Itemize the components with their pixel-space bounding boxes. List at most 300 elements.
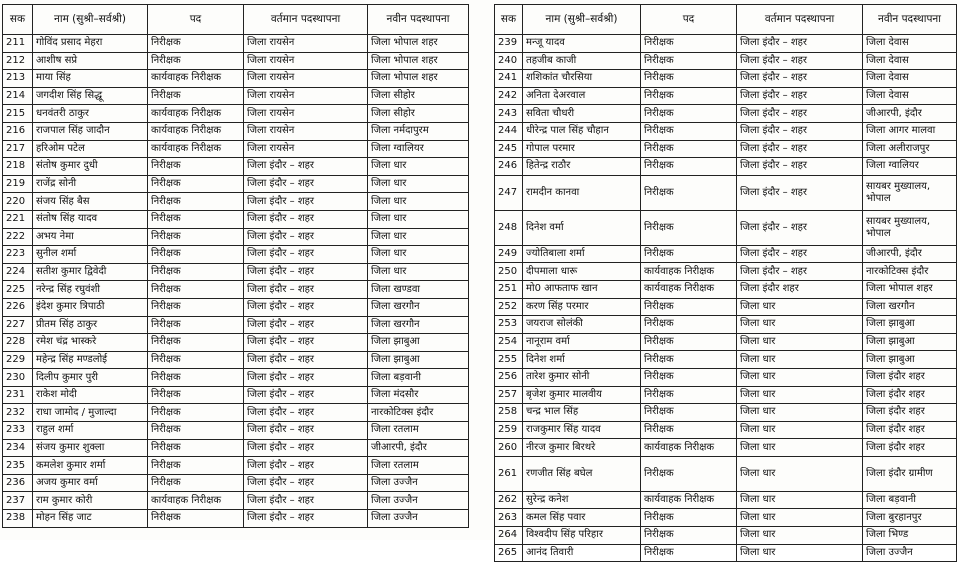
current-posting-cell: जिला रायसेन [244,140,368,158]
table-row [3,404,469,422]
header-name: नाम (सुश्री–सर्वश्री) [33,5,148,35]
table-row [495,316,957,334]
name-cell: मन्जू यादव [523,35,641,53]
new-posting-cell: जिला उज्जैन [368,474,469,492]
name-cell: आनंद तिवारी [523,544,641,562]
serial-cell: 227 [3,316,33,334]
table-row [3,158,469,176]
serial-cell: 265 [495,544,523,562]
serial-cell: 242 [495,87,523,105]
serial-cell: 263 [495,509,523,527]
serial-cell: 261 [495,456,523,491]
post-cell: निरीक्षक [148,457,244,475]
new-posting-cell: जिला इंदौर शहर [863,386,957,404]
new-posting-cell: जिला इंदौर शहर [863,421,957,439]
new-posting-cell: जिला भिण्ड [863,527,957,545]
serial-cell: 238 [3,510,33,528]
serial-cell: 259 [495,421,523,439]
table-row [3,246,469,264]
current-posting-cell: जिला इंदौर – शहर [244,175,368,193]
new-posting-cell: जिला रतलाम [368,422,469,440]
new-posting-cell: जिला देवास [863,52,957,70]
post-cell: निरीक्षक [148,87,244,105]
table-row [3,70,469,88]
post-cell: निरीक्षक [641,122,737,140]
table-row [495,87,957,105]
name-cell: हितेन्द्र राठौर [523,158,641,176]
table-row [495,122,957,140]
post-cell: निरीक्षक [641,527,737,545]
serial-cell: 252 [495,298,523,316]
name-cell: अनिता देअरवाल [523,87,641,105]
new-posting-cell: जिला इंदौर शहर [863,404,957,422]
new-posting-cell: जिला खण्डवा [368,281,469,299]
current-posting-cell: जिला रायसेन [244,105,368,123]
name-cell: अजय कुमार वर्मा [33,474,148,492]
current-posting-cell: जिला धार [737,456,863,491]
header-serial: सक [495,5,523,35]
post-cell: निरीक्षक [148,210,244,228]
current-posting-cell: जिला इंदौर – शहर [737,105,863,123]
table-row [495,210,957,245]
name-cell: ज्योतिबाला शर्मा [523,245,641,263]
name-cell: सुनील शर्मा [33,246,148,264]
serial-cell: 260 [495,439,523,457]
post-cell: निरीक्षक [148,281,244,299]
current-posting-cell: जिला इंदौर – शहर [737,245,863,263]
current-posting-cell: जिला इंदौर – शहर [737,158,863,176]
table-body-left [3,35,469,528]
name-cell: राम कुमार कोरी [33,492,148,510]
name-cell: महेन्द्र सिंह मण्डलोई [33,351,148,369]
name-cell: मो0 आफताफ खान [523,280,641,298]
current-posting-cell: जिला रायसेन [244,35,368,53]
current-posting-cell: जिला धार [737,421,863,439]
new-posting-cell: नारकोटिक्स इंदौर [863,263,957,281]
post-cell: निरीक्षक [148,35,244,53]
new-posting-cell: जीआरपी, इंदौर [863,245,957,263]
current-posting-cell: जिला इंदौर – शहर [244,351,368,369]
name-cell: रमेश चंद्र भास्करे [33,334,148,352]
post-cell: निरीक्षक [641,351,737,369]
post-cell: निरीक्षक [641,404,737,422]
table-row [3,298,469,316]
post-cell: निरीक्षक [641,421,737,439]
new-posting-cell: जिला भोपाल शहर [863,280,957,298]
table-header-row [3,5,469,35]
current-posting-cell: जिला इंदौर – शहर [244,281,368,299]
current-posting-cell: जिला इंदौर – शहर [244,457,368,475]
serial-cell: 246 [495,158,523,176]
name-cell: संतोष सिंह यादव [33,210,148,228]
serial-cell: 215 [3,105,33,123]
post-cell: निरीक्षक [148,228,244,246]
table-row [495,421,957,439]
post-cell: निरीक्षक [148,351,244,369]
serial-cell: 217 [3,140,33,158]
name-cell: गोपाल परमार [523,140,641,158]
name-cell: नरेन्द्र सिंह रघुवंशी [33,281,148,299]
post-cell: कार्यवाहक निरीक्षक [641,280,737,298]
header-serial: सक [3,5,33,35]
post-cell: निरीक्षक [641,298,737,316]
post-cell: निरीक्षक [641,509,737,527]
serial-cell: 216 [3,122,33,140]
post-cell: निरीक्षक [641,316,737,334]
post-cell: निरीक्षक [148,316,244,334]
new-posting-cell: जिला बुरहानपुर [863,509,957,527]
new-posting-cell: जिला इंदौर ग्रामीण [863,456,957,491]
new-posting-cell: जिला उज्जैन [368,510,469,528]
current-posting-cell: जिला इंदौर – शहर [244,422,368,440]
current-posting-cell: जिला इंदौर – शहर [244,404,368,422]
post-cell: कार्यवाहक निरीक्षक [148,492,244,510]
current-posting-cell: जिला इंदौर – शहर [737,140,863,158]
name-cell: सविता चौधरी [523,105,641,123]
name-cell: करण सिंह परमार [523,298,641,316]
post-cell: कार्यवाहक निरीक्षक [641,491,737,509]
name-cell: दिलीप कुमार पुरी [33,369,148,387]
serial-cell: 262 [495,491,523,509]
post-cell: कार्यवाहक निरीक्षक [641,439,737,457]
new-posting-cell: जिला आगर मालवा [863,122,957,140]
serial-cell: 212 [3,52,33,70]
serial-cell: 253 [495,316,523,334]
current-posting-cell: जिला इंदौर – शहर [244,263,368,281]
current-posting-cell: जिला इंदौर – शहर [737,52,863,70]
table-row [3,175,469,193]
name-cell: दिनेश वर्मा [523,210,641,245]
new-posting-cell: जिला धार [368,263,469,281]
table-row [3,193,469,211]
new-posting-cell: जिला धार [368,193,469,211]
serial-cell: 218 [3,158,33,176]
table-row [495,140,957,158]
new-posting-cell: जिला ग्वालियर [863,158,957,176]
table-row [3,87,469,105]
new-posting-cell: जिला धार [368,246,469,264]
current-posting-cell: जिला इंदौर – शहर [244,439,368,457]
name-cell: अभय नेमा [33,228,148,246]
name-cell: संजय सिंह बैस [33,193,148,211]
serial-cell: 235 [3,457,33,475]
post-cell: निरीक्षक [641,158,737,176]
post-cell: निरीक्षक [641,333,737,351]
new-posting-cell: जिला उज्जैन [863,544,957,562]
current-posting-cell: जिला इंदौर – शहर [737,122,863,140]
current-posting-cell: जिला इंदौर – शहर [244,193,368,211]
serial-cell: 256 [495,368,523,386]
post-cell: निरीक्षक [641,87,737,105]
header-post: पद [148,5,244,35]
current-posting-cell: जिला इंदौर – शहर [737,35,863,53]
name-cell: नानूराम वर्मा [523,333,641,351]
table-row [495,509,957,527]
table-row [495,35,957,53]
new-posting-cell: जीआरपी, इंदौर [368,439,469,457]
name-cell: शशिकांत चौरसिया [523,70,641,88]
table-row [495,544,957,562]
serial-cell: 264 [495,527,523,545]
table-row [495,298,957,316]
serial-cell: 230 [3,369,33,387]
new-posting-cell: जिला खरगौन [368,316,469,334]
name-cell: दिनेश शर्मा [523,351,641,369]
current-posting-cell: जिला इंदौर – शहर [244,228,368,246]
post-cell: निरीक्षक [641,210,737,245]
post-cell: निरीक्षक [641,175,737,210]
table-row [495,70,957,88]
current-posting-cell: जिला धार [737,298,863,316]
serial-cell: 213 [3,70,33,88]
serial-cell: 222 [3,228,33,246]
new-posting-cell: जिला सीहोर [368,105,469,123]
table-row [3,316,469,334]
serial-cell: 257 [495,386,523,404]
table-row [3,228,469,246]
current-posting-cell: जिला रायसेन [244,52,368,70]
transfer-table-left [2,4,469,528]
post-cell: निरीक्षक [641,52,737,70]
serial-cell: 231 [3,386,33,404]
current-posting-cell: जिला रायसेन [244,70,368,88]
table-row [3,52,469,70]
table-row [3,386,469,404]
current-posting-cell: जिला धार [737,386,863,404]
name-cell: रामदीन कानवा [523,175,641,210]
new-posting-cell: जिला इंदौर शहर [863,368,957,386]
new-posting-cell: जिला धार [368,158,469,176]
serial-cell: 228 [3,334,33,352]
serial-cell: 214 [3,87,33,105]
post-cell: निरीक्षक [148,422,244,440]
name-cell: संजय कुमार शुक्ला [33,439,148,457]
post-cell: निरीक्षक [641,140,737,158]
post-cell: निरीक्षक [148,263,244,281]
new-posting-cell: जिला अलीराजपुर [863,140,957,158]
new-posting-cell: जिला झाबुआ [368,334,469,352]
post-cell: निरीक्षक [148,386,244,404]
table-row [3,334,469,352]
post-cell: निरीक्षक [641,368,737,386]
name-cell: राजकुमार सिंह यादव [523,421,641,439]
current-posting-cell: जिला इंदौर – शहर [737,210,863,245]
new-posting-cell: जिला देवास [863,70,957,88]
serial-cell: 226 [3,298,33,316]
table-row [3,510,469,528]
current-posting-cell: जिला इंदौर शहर [737,280,863,298]
table-row [495,386,957,404]
new-posting-cell: जिला सीहोर [368,87,469,105]
table-row [495,105,957,123]
header-new-posting: नवीन पदस्थापना [863,5,957,35]
post-cell: कार्यवाहक निरीक्षक [641,263,737,281]
transfer-table-right [494,4,957,562]
current-posting-cell: जिला इंदौर – शहर [244,316,368,334]
new-posting-cell: जिला धार [368,175,469,193]
post-cell: निरीक्षक [148,369,244,387]
serial-cell: 229 [3,351,33,369]
serial-cell: 221 [3,210,33,228]
current-posting-cell: जिला इंदौर – शहर [244,158,368,176]
header-post: पद [641,5,737,35]
new-posting-cell: जिला झाबुआ [863,333,957,351]
name-cell: धनवंतरी ठाकुर [33,105,148,123]
name-cell: रणजीत सिंह बघेल [523,456,641,491]
name-cell: धीरेन्द्र पाल सिंह चौहान [523,122,641,140]
post-cell: निरीक्षक [148,439,244,457]
name-cell: मोहन सिंह जाट [33,510,148,528]
header-current-posting: वर्तमान पदस्थापना [244,5,368,35]
serial-cell: 211 [3,35,33,53]
name-cell: तहजीब काजी [523,52,641,70]
name-cell: माया सिंह [33,70,148,88]
name-cell: आशीष सप्रे [33,52,148,70]
name-cell: तारेश कुमार सोनी [523,368,641,386]
new-posting-cell: जिला भोपाल शहर [368,70,469,88]
table-row [3,281,469,299]
current-posting-cell: जिला धार [737,544,863,562]
current-posting-cell: जिला रायसेन [244,87,368,105]
table-row [495,158,957,176]
new-posting-cell: जिला देवास [863,87,957,105]
current-posting-cell: जिला रायसेन [244,122,368,140]
serial-cell: 254 [495,333,523,351]
table-row [3,35,469,53]
current-posting-cell: जिला इंदौर – शहर [244,246,368,264]
new-posting-cell: जिला मंदसौर [368,386,469,404]
name-cell: बृजेश कुमार मालवीय [523,386,641,404]
post-cell: निरीक्षक [148,404,244,422]
name-cell: इंदेश कुमार त्रिपाठी [33,298,148,316]
current-posting-cell: जिला इंदौर – शहर [244,492,368,510]
serial-cell: 236 [3,474,33,492]
new-posting-cell: जिला देवास [863,35,957,53]
table-row [3,492,469,510]
new-posting-cell: जीआरपी, इंदौर [863,105,957,123]
post-cell: निरीक्षक [641,70,737,88]
name-cell: सुरेन्द्र कनेश [523,491,641,509]
new-posting-cell: जिला झाबुआ [863,316,957,334]
serial-cell: 258 [495,404,523,422]
header-new-posting: नवीन पदस्थापना [368,5,469,35]
name-cell: कमलेश कुमार शर्मा [33,457,148,475]
serial-cell: 220 [3,193,33,211]
post-cell: कार्यवाहक निरीक्षक [148,70,244,88]
table-row [495,175,957,210]
name-cell: राकेश मोदी [33,386,148,404]
name-cell: चन्द्र भाल सिंह [523,404,641,422]
header-name: नाम (सुश्री–सर्वश्री) [523,5,641,35]
new-posting-cell: जिला खरगौन [863,298,957,316]
current-posting-cell: जिला धार [737,491,863,509]
new-posting-cell: सायबर मुख्यालय, भोपाल [863,210,957,245]
name-cell: राजपाल सिंह जादौन [33,122,148,140]
serial-cell: 255 [495,351,523,369]
table-row [495,456,957,491]
serial-cell: 233 [3,422,33,440]
serial-cell: 247 [495,175,523,210]
serial-cell: 245 [495,140,523,158]
post-cell: निरीक्षक [148,52,244,70]
post-cell: निरीक्षक [148,193,244,211]
name-cell: सतीश कुमार द्विवेदी [33,263,148,281]
new-posting-cell: सायबर मुख्यालय, भोपाल [863,175,957,210]
new-posting-cell: जिला भोपाल शहर [368,52,469,70]
new-posting-cell: जिला झाबुआ [863,351,957,369]
current-posting-cell: जिला इंदौर – शहर [244,298,368,316]
post-cell: निरीक्षक [148,510,244,528]
table-row [495,439,957,457]
serial-cell: 224 [3,263,33,281]
table-row [3,369,469,387]
serial-cell: 223 [3,246,33,264]
serial-cell: 240 [495,52,523,70]
serial-cell: 234 [3,439,33,457]
name-cell: संतोष कुमार दुधी [33,158,148,176]
new-posting-cell: जिला धार [368,228,469,246]
current-posting-cell: जिला इंदौर – शहर [244,474,368,492]
serial-cell: 219 [3,175,33,193]
name-cell: नीरज कुमार बिरथरे [523,439,641,457]
table-row [3,210,469,228]
current-posting-cell: जिला धार [737,316,863,334]
serial-cell: 237 [3,492,33,510]
current-posting-cell: जिला धार [737,439,863,457]
table-row [3,140,469,158]
post-cell: कार्यवाहक निरीक्षक [148,105,244,123]
current-posting-cell: जिला इंदौर – शहर [737,175,863,210]
current-posting-cell: जिला इंदौर – शहर [244,510,368,528]
table-header-row [495,5,957,35]
current-posting-cell: जिला इंदौर – शहर [244,386,368,404]
table-row [495,52,957,70]
table-row [3,439,469,457]
new-posting-cell: जिला झाबुआ [368,351,469,369]
table-row [495,280,957,298]
table-row [3,263,469,281]
serial-cell: 241 [495,70,523,88]
table-row [3,474,469,492]
table-row [495,368,957,386]
name-cell: जयराज सोलंकी [523,316,641,334]
post-cell: कार्यवाहक निरीक्षक [148,122,244,140]
post-cell: कार्यवाहक निरीक्षक [148,140,244,158]
post-cell: निरीक्षक [148,298,244,316]
current-posting-cell: जिला इंदौर – शहर [737,70,863,88]
serial-cell: 239 [495,35,523,53]
table-row [495,333,957,351]
current-posting-cell: जिला धार [737,368,863,386]
current-posting-cell: जिला धार [737,527,863,545]
table-row [3,122,469,140]
new-posting-cell: जिला रतलाम [368,457,469,475]
post-cell: निरीक्षक [148,158,244,176]
table-row [495,245,957,263]
current-posting-cell: जिला धार [737,351,863,369]
post-cell: निरीक्षक [641,105,737,123]
table-row [495,527,957,545]
table-row [495,263,957,281]
serial-cell: 250 [495,263,523,281]
post-cell: निरीक्षक [148,334,244,352]
post-cell: निरीक्षक [148,175,244,193]
current-posting-cell: जिला इंदौर – शहर [244,334,368,352]
name-cell: जगदीश सिंह सिद्धू [33,87,148,105]
new-posting-cell: जिला भोपाल शहर [368,35,469,53]
table-row [495,351,957,369]
serial-cell: 248 [495,210,523,245]
